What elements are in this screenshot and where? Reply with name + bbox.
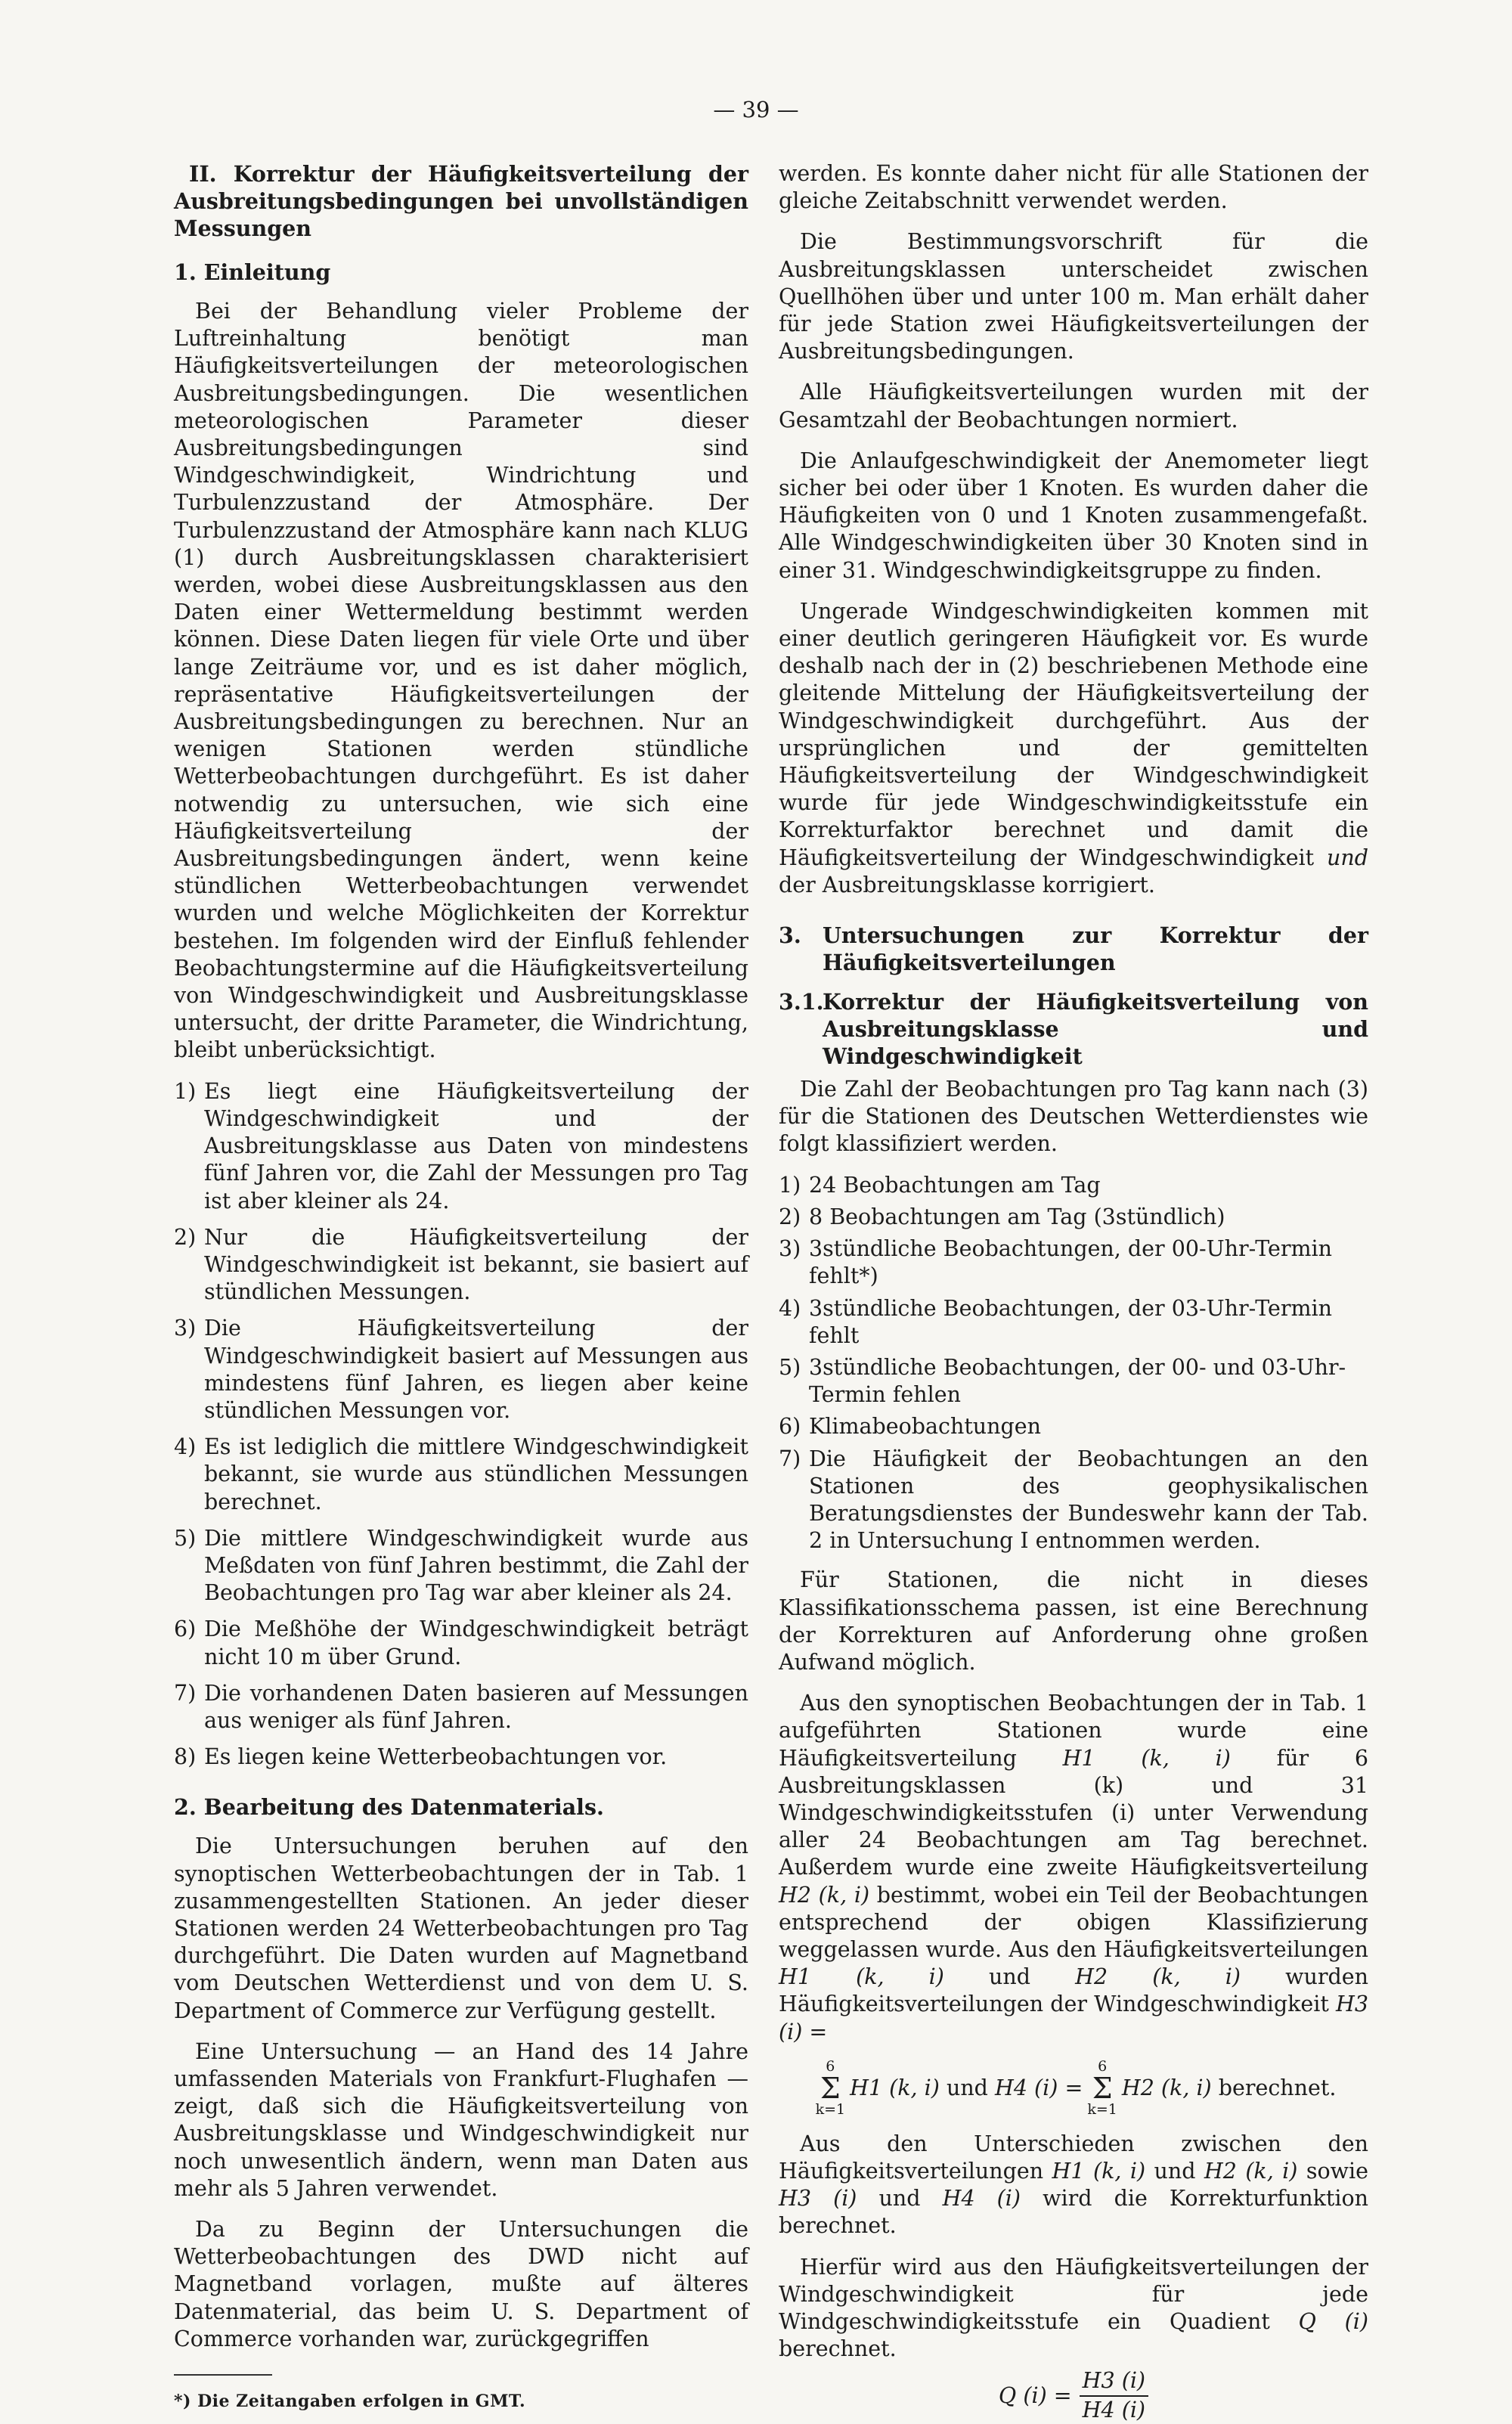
paragraph: Für Stationen, die nicht in dieses Klassifikationsschema passen, ist eine Berechnung der Korrekturen auf Anforderung ohne großen Aufwand möglich. [779,1567,1368,1675]
paragraph: Hierfür wird aus den Häufigkeitsverteilungen der Windgeschwindigkeit für jede Windgeschwindigkeitsstufe ein Quadient Q (i) berechnet. [779,2254,1368,2362]
list-item: 7) Die vorhandenen Daten basieren auf Messungen aus weniger als fünf Jahren. [174,1680,748,1733]
section-1-title: 1. Einleitung [174,259,331,285]
list-item: 8) Es liegen keine Wetterbeobachtungen vor. [174,1744,668,1770]
list-item: 2) 8 Beobachtungen am Tag (3stündlich) [779,1204,1225,1229]
paragraph: Die Zahl der Beobachtungen pro Tag kann nach (3) für die Stationen des Deutschen Wetterdienstes wie folgt klassifiziert werden. [779,1077,1368,1157]
list-item: 5) Die mittlere Windgeschwindigkeit wurde aus Meßdaten von fünf Jahren bestimmt, die Zahl der Beobachtungen pro Tag war aber kleiner als 24. [174,1525,748,1606]
list-item: 3) Die Häufigkeitsverteilung der Windgeschwindigkeit basiert auf Messungen aus mindestens fünf Jahren, es liegen aber keine stündlichen Messungen vor. [174,1316,748,1423]
list-item: 6) Klimabeobachtungen [779,1414,1041,1440]
list-item: 3) 3stündliche Beobachtungen, der 00-Uhr-Termin fehlt*) [779,1236,1332,1289]
section-2-paragraph: Eine Untersuchung — an Hand des 14 Jahre umfassenden Materials von Frankfurt-Flughafen — zeigt, daß sich die Häufigkeitsverteilung von Ausbreitungsklasse und Windgeschwindigkeit nur noch unwesentlich ändern, wenn man Daten aus mehr als 5 Jahren verwendet. [174,2038,748,2201]
chapter-heading: II. Korrektur der Häufigkeitsverteilung der Ausbreitungsbedingungen bei unvollständigen Messungen [174,161,748,241]
section-3-title: 3. Untersuchungen zur Korrektur der Häufigkeitsverteilungen [779,922,1368,976]
section-2-title: 2. Bearbeitung des Datenmaterials. [174,1794,604,1821]
sum-formula: 6 Σ k=1 H1 (k, i) und H4 (i) = 6 Σ k=1 H2 (k, i) berechnet. [815,2057,1337,2118]
sum-operator: 6 Σ k=1 [1087,2057,1117,2118]
fraction: $\frac{H3 (i)}{H4 (i)}$ [1080,2367,1148,2423]
continued-paragraph: werden. Es konnte daher nicht für alle Stationen der gleiche Zeitabschnitt verwendet werden. [779,161,1368,214]
quotient-formula: Q (i) = $\frac{H3 (i)}{H4 (i)}$ [779,2367,1368,2423]
paragraph: Alle Häufigkeitsverteilungen wurden mit der Gesamtzahl der Beobachtungen normiert. [779,380,1368,432]
footnote-divider [174,2374,272,2376]
list-item: 1) Es liegt eine Häufigkeitsverteilung der Windgeschwindigkeit und der Ausbreitungsklasse aus Daten von mindestens fünf Jahren vor, die Zahl der Messungen pro Tag ist aber kleiner als 24. [174,1078,748,1214]
classification-list [779,1172,1368,1555]
paragraph: Ungerade Windgeschwindigkeiten kommen mit einer deutlich geringeren Häufigkeit vor. Es wurde deshalb nach der in (2) beschriebenen Methode eine gleitende Mittelung der Häufigkeitsverteilung der Windgeschwindigkeit durchgeführt. Aus der ursprünglichen und der gemittelten Häufigkeitsverteilung der Windgeschwindigkeit wurde für jede Windgeschwindigkeitsstufe ein Korrekturfaktor berechnet und damit die Häufigkeitsverteilung der Windgeschwindigkeit und der Ausbreitungsklasse korrigiert. [779,598,1369,897]
list-item: 2) Nur die Häufigkeitsverteilung der Windgeschwindigkeit ist bekannt, sie basiert auf stündlichen Messungen. [174,1224,748,1305]
section-3-1-title: 3.1.Korrektur der Häufigkeitsverteilung von Ausbreitungsklasse und Windgeschwindigkeit [779,989,1368,1070]
section-2-paragraph: Da zu Beginn der Untersuchungen die Wetterbeobachtungen des DWD nicht auf Magnetband vorlagen, mußte auf älteres Datenmaterial, das beim U. S. Department of Commerce vorhanden war, zurückgegriffen [174,2217,748,2351]
list-item: 4) Es ist lediglich die mittlere Windgeschwindigkeit bekannt, sie wurde aus stündlichen Messungen berechnet. [174,1434,748,1514]
list-item: 5) 3stündliche Beobachtungen, der 00- und 03-Uhr-Termin fehlen [779,1354,1346,1408]
list-item: 4) 3stündliche Beobachtungen, der 03-Uhr-Termin fehlt [779,1295,1332,1348]
list-item: 6) Die Meßhöhe der Windgeschwindigkeit beträgt nicht 10 m über Grund. [174,1617,748,1669]
right-column [779,160,1368,2424]
page-number: — 39 — [713,97,799,122]
section-1-paragraph: Bei der Behandlung vieler Probleme der Luftreinhaltung benötigt man Häufigkeitsverteilungen der meteorologischen Ausbreitungsbedingungen. Die wesentlichen meteorologischen Parameter dieser Ausbreitungsbedingungen sind Windgeschwindigkeit, Windrichtung und Turbulenzzustand der Atmosphäre. Der Turbulenzzustand der Atmosphäre kann nach KLUG (1) durch Ausbreitungsklassen charakterisiert werden, wobei diese Ausbreitungsklassen aus den Daten einer Wettermeldung bestimmt werden können. Diese Daten liegen für viele Orte und über lange Zeiträume vor, und es ist daher möglich, repräsentative Häufigkeitsverteilungen der Ausbreitungsbedingungen zu berechnen. Nur an wenigen Stationen werden stündliche Wetterbeobachtungen durchgeführt. Es ist daher notwendig zu untersuchen, wie sich eine Häufigkeitsverteilung der Ausbreitungsbedingungen ändert, wenn keine stündlichen Wetterbeobachtungen verwendet wurden und welche Möglichkeiten der Korrektur bestehen. Im folgenden wird der Einfluß fehlender Beobachtungstermine auf die Häufigkeitsverteilung von Windgeschwindigkeit und Ausbreitungsklasse untersucht, der dritte Parameter, die Windrichtung, bleibt unberücksichtigt. [174,299,748,1063]
list-item: 7) Die Häufigkeit der Beobachtungen an den Stationen des geophysikalischen Beratungsdienstes der Bundeswehr kann der Tab. 2 in Untersuchung I entnommen werden. [779,1446,1368,1554]
left-column [174,160,748,2415]
section-2-paragraph: Die Untersuchungen beruhen auf den synoptischen Wetterbeobachtungen der in Tab. 1 zusammengestellten Stationen. An jeder dieser Stationen werden 24 Wetterbeobachtungen pro Tag durchgeführt. Die Daten wurden auf Magnetband vom Deutschen Wetterdienst und von dem U. S. Department of Commerce zur Verfügung gestellt. [174,1833,748,2023]
paragraph: Aus den Unterschieden zwischen den Häufigkeitsverteilungen H1 (k, i) und H2 (k, i) sowie H3 (i) und H4 (i) wird die Korrekturfunktion berechnet. [779,2131,1369,2239]
case-list [174,1078,748,1772]
paragraph: Die Bestimmungsvorschrift für die Ausbreitungsklassen unterscheidet zwischen Quellhöhen über und unter 100 m. Man erhält daher für jede Station zwei Häufigkeitsverteilungen der Ausbreitungsbedingungen. [779,229,1368,364]
list-item: 1) 24 Beobachtungen am Tag [779,1172,1101,1198]
sum-operator: 6 Σ k=1 [815,2057,846,2118]
paragraph: Aus den synoptischen Beobachtungen der in Tab. 1 aufgeführten Stationen wurde eine Häufigkeitsverteilung H1 (k, i) für 6 Ausbreitungsklassen (k) und 31 Windgeschwindigkeitsstufen (i) unter Verwendung aller 24 Beobachtungen am Tag berechnet. Außerdem wurde eine zweite Häufigkeitsverteilung H2 (k, i) bestimmt, wobei ein Teil der Beobachtungen entsprechend der obigen Klassifizierung weggelassen wurde. Aus den Häufigkeitsverteilungen H1 (k, i) und H2 (k, i) wurden Häufigkeitsverteilungen der Windgeschwindigkeit H3 (i) = [779,1691,1369,2044]
footnote: *) Die Zeitangaben erfolgen in GMT. [174,2391,526,2412]
paragraph: Die Anlaufgeschwindigkeit der Anemometer liegt sicher bei oder über 1 Knoten. Es wurden daher die Häufigkeiten von 0 und 1 Knoten zusammengefaßt. Alle Windgeschwindigkeiten über 30 Knoten sind in einer 31. Windgeschwindigkeitsgruppe zu finden. [779,448,1368,583]
